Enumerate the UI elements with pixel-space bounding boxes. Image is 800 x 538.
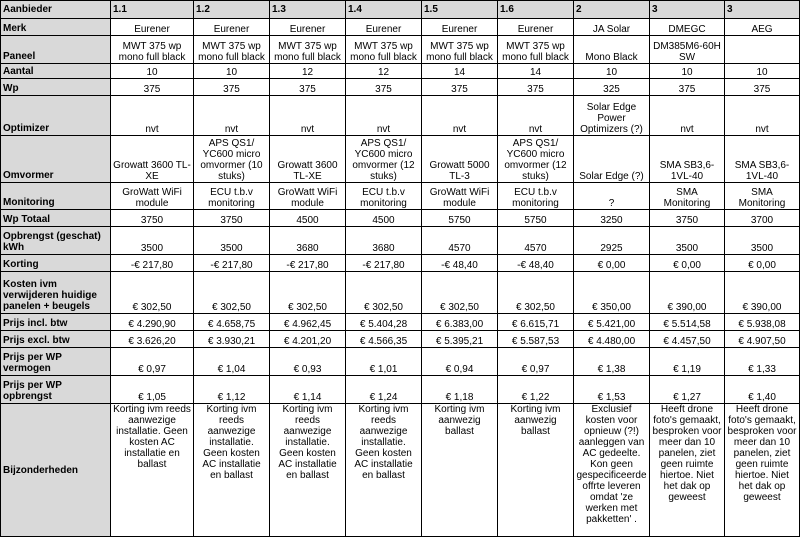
cell: € 1,12 xyxy=(194,376,270,404)
cell: € 6.615,71 xyxy=(498,314,574,331)
cell: Eurener xyxy=(346,19,422,36)
cell: APS QS1/ YC600 micro omvormer (10 stuks) xyxy=(194,136,270,183)
cell: APS QS1/ YC600 micro omvormer (12 stuks) xyxy=(346,136,422,183)
cell: Heeft drone foto's gemaakt, besproken voor meer dan 10 panelen, ziet geen ruimte hiertoe. Niet het dak op geweest xyxy=(725,404,800,537)
cell: nvt xyxy=(346,96,422,136)
cell: SMA Monitoring xyxy=(725,183,800,210)
cell: € 0,94 xyxy=(422,348,498,376)
cell: € 5.421,00 xyxy=(574,314,650,331)
cell: 3500 xyxy=(111,227,194,255)
cell: Solar Edge Power Optimizers (?) xyxy=(574,96,650,136)
cell: € 302,50 xyxy=(346,272,422,314)
cell: € 5.514,58 xyxy=(650,314,725,331)
cell: SMA Monitoring xyxy=(650,183,725,210)
cell: € 5.395,21 xyxy=(422,331,498,348)
cell: 375 xyxy=(346,79,422,96)
cell: APS QS1/ YC600 micro omvormer (12 stuks) xyxy=(498,136,574,183)
cell: -€ 217,80 xyxy=(346,255,422,272)
cell: DM385M6-60H SW xyxy=(650,36,725,64)
cell: € 5.587,53 xyxy=(498,331,574,348)
cell: € 302,50 xyxy=(498,272,574,314)
cell: € 3.626,20 xyxy=(111,331,194,348)
cell: € 4.907,50 xyxy=(725,331,800,348)
header-col: 3 xyxy=(725,1,800,19)
row-label: Wp xyxy=(1,79,111,96)
cell: nvt xyxy=(270,96,346,136)
cell: € 302,50 xyxy=(111,272,194,314)
cell: € 0,97 xyxy=(498,348,574,376)
cell: nvt xyxy=(650,96,725,136)
cell: 3700 xyxy=(725,210,800,227)
cell: SMA SB3,6-1VL-40 xyxy=(725,136,800,183)
cell: € 4.658,75 xyxy=(194,314,270,331)
cell: € 6.383,00 xyxy=(422,314,498,331)
cell: € 390,00 xyxy=(725,272,800,314)
cell: SMA SB3,6-1VL-40 xyxy=(650,136,725,183)
cell: € 1,05 xyxy=(111,376,194,404)
cell: € 5.404,28 xyxy=(346,314,422,331)
cell: Eurener xyxy=(422,19,498,36)
row-label: Prijs incl. btw xyxy=(1,314,111,331)
cell: 3500 xyxy=(650,227,725,255)
header-col: 1.2 xyxy=(194,1,270,19)
row-opbrengst xyxy=(1,227,800,255)
row-label: Opbrengst (geschat) kWh xyxy=(1,227,111,255)
row-prijs-incl xyxy=(1,314,800,331)
cell: Korting ivm aanwezig ballast xyxy=(498,404,574,537)
cell: € 4.480,00 xyxy=(574,331,650,348)
cell: € 1,53 xyxy=(574,376,650,404)
header-col: 1.4 xyxy=(346,1,422,19)
cell: 3750 xyxy=(111,210,194,227)
row-kosten xyxy=(1,272,800,314)
cell: -€ 48,40 xyxy=(498,255,574,272)
cell: € 1,38 xyxy=(574,348,650,376)
row-wp xyxy=(1,79,800,96)
cell: 375 xyxy=(498,79,574,96)
row-label: Korting xyxy=(1,255,111,272)
cell: Korting ivm reeds aanwezige installatie. Geen kosten AC installatie en ballast xyxy=(270,404,346,537)
cell: 5750 xyxy=(498,210,574,227)
row-label: Monitoring xyxy=(1,183,111,210)
cell: 2925 xyxy=(574,227,650,255)
cell: € 1,19 xyxy=(650,348,725,376)
cell: Korting ivm reeds aanwezige installatie. Geen kosten AC installatie en ballast xyxy=(111,404,194,537)
row-wp-totaal xyxy=(1,210,800,227)
row-label: Prijs per WP vermogen xyxy=(1,348,111,376)
row-aantal xyxy=(1,64,800,79)
row-paneel xyxy=(1,36,800,64)
row-merk xyxy=(1,19,800,36)
cell: € 4.201,20 xyxy=(270,331,346,348)
cell: € 0,93 xyxy=(270,348,346,376)
cell: € 1,14 xyxy=(270,376,346,404)
cell: 325 xyxy=(574,79,650,96)
cell: nvt xyxy=(498,96,574,136)
cell: 4570 xyxy=(422,227,498,255)
row-label: Prijs per WP opbrengst xyxy=(1,376,111,404)
cell: 14 xyxy=(498,64,574,79)
cell: 10 xyxy=(194,64,270,79)
cell: 10 xyxy=(650,64,725,79)
cell: -€ 48,40 xyxy=(422,255,498,272)
row-bijzonderheden xyxy=(1,404,800,537)
cell: € 4.962,45 xyxy=(270,314,346,331)
cell: nvt xyxy=(725,96,800,136)
header-row xyxy=(1,1,800,19)
cell: 3500 xyxy=(725,227,800,255)
cell: € 1,33 xyxy=(725,348,800,376)
cell: 5750 xyxy=(422,210,498,227)
cell: € 4.290,90 xyxy=(111,314,194,331)
cell: € 0,97 xyxy=(111,348,194,376)
cell: GroWatt WiFi module xyxy=(270,183,346,210)
cell: 10 xyxy=(111,64,194,79)
row-label: Wp Totaal xyxy=(1,210,111,227)
row-label: Prijs excl. btw xyxy=(1,331,111,348)
header-label: Aanbieder xyxy=(1,1,111,19)
cell: Korting ivm aanwezig ballast xyxy=(422,404,498,537)
cell: € 1,04 xyxy=(194,348,270,376)
cell: 375 xyxy=(650,79,725,96)
cell: AEG xyxy=(725,19,800,36)
header-col: 1.6 xyxy=(498,1,574,19)
cell: Korting ivm reeds aanwezige installatie. Geen kosten AC installatie en ballast xyxy=(346,404,422,537)
cell: Eurener xyxy=(498,19,574,36)
cell: 375 xyxy=(270,79,346,96)
cell: ? xyxy=(574,183,650,210)
cell: Growatt 5000 TL-3 xyxy=(422,136,498,183)
cell: € 0,00 xyxy=(650,255,725,272)
header-col: 3 xyxy=(650,1,725,19)
cell: 4570 xyxy=(498,227,574,255)
row-label: Kosten ivm verwijderen huidige panelen + beugels xyxy=(1,272,111,314)
cell xyxy=(725,36,800,64)
cell: Eurener xyxy=(194,19,270,36)
cell: € 0,00 xyxy=(725,255,800,272)
row-label: Omvormer xyxy=(1,136,111,183)
header-col: 1.3 xyxy=(270,1,346,19)
row-korting xyxy=(1,255,800,272)
cell: 3680 xyxy=(346,227,422,255)
cell: MWT 375 wp mono full black xyxy=(270,36,346,64)
cell: JA Solar xyxy=(574,19,650,36)
cell: € 5.938,08 xyxy=(725,314,800,331)
row-label: Optimizer xyxy=(1,96,111,136)
cell: Mono Black xyxy=(574,36,650,64)
cell: € 1,27 xyxy=(650,376,725,404)
cell: GroWatt WiFi module xyxy=(111,183,194,210)
cell: nvt xyxy=(111,96,194,136)
cell: MWT 375 wp mono full black xyxy=(111,36,194,64)
header-col: 1.1 xyxy=(111,1,194,19)
header-col: 2 xyxy=(574,1,650,19)
cell: 375 xyxy=(725,79,800,96)
row-label: Merk xyxy=(1,19,111,36)
cell: € 4.566,35 xyxy=(346,331,422,348)
cell: MWT 375 wp mono full black xyxy=(346,36,422,64)
cell: € 1,18 xyxy=(422,376,498,404)
cell: € 302,50 xyxy=(270,272,346,314)
cell: -€ 217,80 xyxy=(111,255,194,272)
cell: Eurener xyxy=(111,19,194,36)
cell: € 1,22 xyxy=(498,376,574,404)
cell: € 1,40 xyxy=(725,376,800,404)
row-prijs-excl xyxy=(1,331,800,348)
cell: 10 xyxy=(725,64,800,79)
row-optimizer xyxy=(1,96,800,136)
cell: 3680 xyxy=(270,227,346,255)
cell: Solar Edge (?) xyxy=(574,136,650,183)
cell: 3500 xyxy=(194,227,270,255)
cell: € 302,50 xyxy=(422,272,498,314)
cell: -€ 217,80 xyxy=(194,255,270,272)
cell: 375 xyxy=(422,79,498,96)
cell: 12 xyxy=(346,64,422,79)
row-omvormer xyxy=(1,136,800,183)
cell: € 302,50 xyxy=(194,272,270,314)
cell: -€ 217,80 xyxy=(270,255,346,272)
cell: Heeft drone foto's gemaakt, besproken voor meer dan 10 panelen, ziet geen ruimte hiertoe. Niet het dak op geweest xyxy=(650,404,725,537)
row-label: Aantal xyxy=(1,64,111,79)
cell: € 350,00 xyxy=(574,272,650,314)
cell: 10 xyxy=(574,64,650,79)
cell: Growatt 3600 TL-XE xyxy=(111,136,194,183)
cell: € 4.457,50 xyxy=(650,331,725,348)
row-label: Bijzonderheden xyxy=(1,404,111,537)
cell: ECU t.b.v monitoring xyxy=(194,183,270,210)
cell: 375 xyxy=(111,79,194,96)
row-prijs-wp-vermogen xyxy=(1,348,800,376)
row-monitoring xyxy=(1,183,800,210)
cell: Growatt 3600 TL-XE xyxy=(270,136,346,183)
cell: nvt xyxy=(422,96,498,136)
cell: nvt xyxy=(194,96,270,136)
cell: Eurener xyxy=(270,19,346,36)
cell: MWT 375 wp mono full black xyxy=(498,36,574,64)
cell: Exclusief kosten voor opnieuw (?!) aanleggen van AC gedeelte. Kon geen gespecificeerde offrte leveren omdat 'ze werken met pakketten' . xyxy=(574,404,650,537)
cell: 3250 xyxy=(574,210,650,227)
cell: 4500 xyxy=(270,210,346,227)
cell: € 0,00 xyxy=(574,255,650,272)
cell: DMEGC xyxy=(650,19,725,36)
cell: 3750 xyxy=(194,210,270,227)
row-label: Paneel xyxy=(1,36,111,64)
cell: € 390,00 xyxy=(650,272,725,314)
cell: 12 xyxy=(270,64,346,79)
cell: MWT 375 wp mono full black xyxy=(194,36,270,64)
cell: 3750 xyxy=(650,210,725,227)
header-col: 1.5 xyxy=(422,1,498,19)
cell: € 3.930,21 xyxy=(194,331,270,348)
cell: 375 xyxy=(194,79,270,96)
cell: € 1,24 xyxy=(346,376,422,404)
cell: 14 xyxy=(422,64,498,79)
cell: € 1,01 xyxy=(346,348,422,376)
cell: ECU t.b.v monitoring xyxy=(498,183,574,210)
cell: MWT 375 wp mono full black xyxy=(422,36,498,64)
row-prijs-wp-opbrengst xyxy=(1,376,800,404)
cell: 4500 xyxy=(346,210,422,227)
cell: GroWatt WiFi module xyxy=(422,183,498,210)
cell: Korting ivm reeds aanwezige installatie. Geen kosten AC installatie en ballast xyxy=(194,404,270,537)
cell: ECU t.b.v monitoring xyxy=(346,183,422,210)
